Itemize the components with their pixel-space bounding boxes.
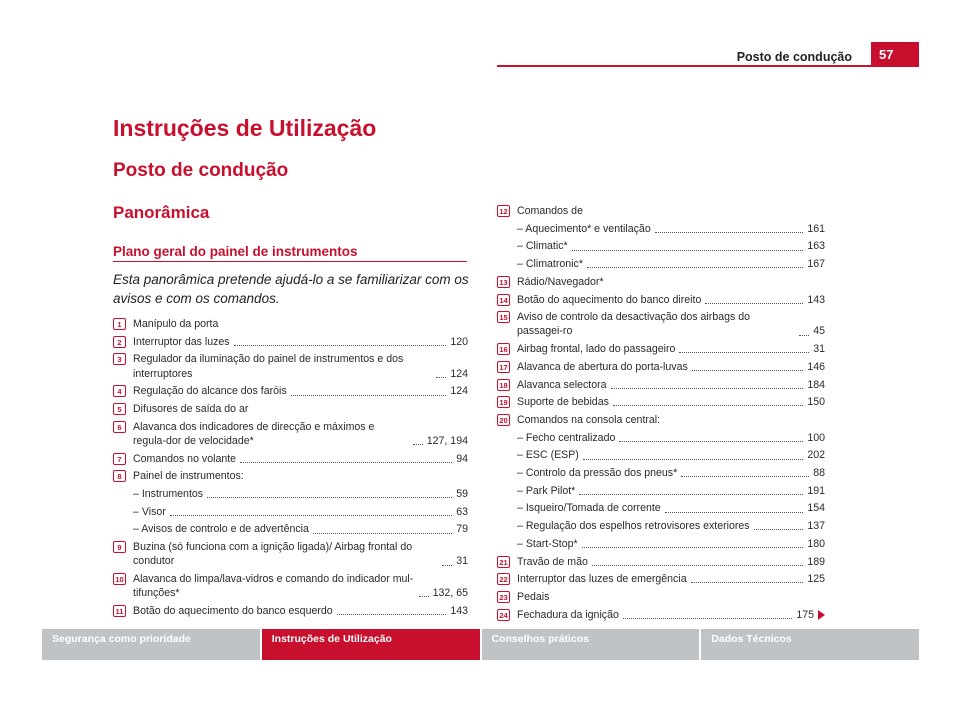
list-item — [113, 402, 468, 416]
item-row — [133, 522, 468, 536]
item-page: 59 — [456, 488, 468, 501]
item-label: – Avisos de controlo e de advertência — [133, 522, 309, 536]
item-label: – ESC (ESP) — [517, 448, 579, 462]
item-label: – Climatic* — [517, 239, 568, 253]
dot-leader — [582, 547, 804, 548]
item-row — [517, 590, 825, 604]
item-label: Alavanca de abertura do porta-luvas — [517, 360, 688, 373]
item-label: Botão do aquecimento do banco direito — [517, 293, 702, 306]
item-label: Comandos na consola central: — [517, 413, 661, 426]
list-item — [113, 384, 468, 398]
item-row — [517, 608, 825, 622]
list-item — [497, 608, 825, 622]
item-label: Fechadura da ignição — [517, 608, 619, 621]
running-header-title: Posto de condução — [736, 50, 852, 64]
dot-leader — [413, 444, 423, 445]
list-item — [113, 420, 468, 448]
dot-leader — [587, 267, 803, 268]
list-item — [113, 317, 468, 331]
item-page: 167 — [807, 258, 825, 271]
dot-leader — [240, 462, 452, 463]
item-number-badge: 8 — [113, 470, 126, 482]
dot-leader — [679, 352, 809, 353]
item-number-badge: 16 — [497, 343, 510, 355]
dot-leader — [572, 250, 804, 251]
item-page: 137 — [807, 520, 825, 533]
list-item — [113, 572, 468, 600]
dot-leader — [207, 497, 452, 498]
item-row — [133, 335, 468, 349]
dot-leader — [234, 345, 447, 346]
item-label: Travão de mão — [517, 555, 588, 568]
dot-leader — [442, 565, 452, 566]
footer-tab[interactable]: Instruções de Utilização — [262, 629, 482, 660]
item-row — [517, 204, 825, 218]
item-label: – Aquecimento* e ventilação — [517, 222, 651, 236]
sub-item-list — [517, 431, 825, 551]
item-label: Regulador da iluminação do painel de instrumentos e dos interruptores — [133, 353, 407, 380]
item-number-badge: 22 — [497, 573, 510, 585]
item-page: 191 — [807, 484, 825, 497]
item-page: 124 — [450, 385, 468, 398]
item-label: Interruptor das luzes — [133, 335, 230, 348]
item-row — [133, 604, 468, 618]
item-page: 180 — [807, 537, 825, 550]
item-row — [517, 501, 825, 515]
item-label: Comandos de — [517, 205, 583, 217]
item-row — [133, 384, 468, 398]
item-row — [517, 519, 825, 533]
dot-leader — [799, 335, 809, 336]
item-label: – Visor — [133, 505, 166, 519]
dot-leader — [665, 512, 804, 513]
page-number: 57 — [871, 42, 919, 67]
item-number-badge: 17 — [497, 361, 510, 373]
item-label: Painel de instrumentos: — [133, 470, 244, 483]
dot-leader — [655, 232, 804, 233]
item-row — [517, 555, 825, 569]
item-row — [517, 448, 825, 462]
dot-leader — [419, 596, 429, 597]
item-page: 100 — [807, 431, 825, 444]
item-label: – Climatronic* — [517, 257, 583, 271]
dot-leader — [170, 515, 452, 516]
item-page: 125 — [807, 573, 825, 586]
item-number-badge: 2 — [113, 336, 126, 348]
item-page: 31 — [813, 343, 825, 356]
list-item — [113, 452, 468, 466]
dot-leader — [691, 582, 804, 583]
left-item-list — [113, 317, 468, 622]
item-page: 154 — [807, 502, 825, 515]
sub-item-list — [517, 222, 825, 272]
item-label: Alavanca selectora — [517, 378, 607, 391]
item-page: 150 — [807, 396, 825, 409]
item-label: Buzina (só funciona com a ignição ligada)/ Airbag frontal do condutor — [133, 541, 416, 568]
item-label: Suporte de bebidas — [517, 396, 609, 409]
item-label: – Park Pilot* — [517, 484, 575, 498]
item-page: 175 — [796, 608, 825, 622]
list-item — [497, 413, 825, 551]
item-label: – Instrumentos — [133, 487, 203, 501]
topic-title: Plano geral do painel de instrumentos — [113, 244, 358, 259]
item-page: 127, 194 — [426, 434, 468, 447]
item-row — [517, 342, 825, 356]
dot-leader — [754, 529, 804, 530]
list-item — [113, 469, 468, 536]
item-label: Regulação do alcance dos faróis — [133, 385, 287, 398]
item-number-badge: 3 — [113, 353, 126, 365]
item-label: Rádio/Navegador* — [517, 275, 604, 288]
item-label: Difusores de saída do ar — [133, 403, 249, 416]
item-row — [517, 466, 825, 480]
item-label: Interruptor das luzes de emergência — [517, 573, 687, 586]
dot-leader — [337, 614, 447, 615]
item-row — [133, 540, 468, 568]
item-row — [517, 257, 825, 271]
item-row — [517, 360, 825, 374]
item-page: 163 — [807, 240, 825, 253]
item-page: 31 — [456, 555, 468, 568]
list-item — [113, 540, 468, 568]
item-row — [133, 505, 468, 519]
item-page: 63 — [456, 505, 468, 518]
dot-leader — [705, 303, 803, 304]
item-label: – Start-Stop* — [517, 537, 578, 551]
item-page: 79 — [456, 523, 468, 536]
item-number-badge: 5 — [113, 403, 126, 415]
item-label: Alavanca do limpa/lava-vidros e comando do indicador mul-tifunções* — [133, 573, 414, 600]
footer-tabs — [42, 629, 919, 660]
item-label: Comandos no volante — [133, 452, 237, 465]
item-number-badge: 9 — [113, 541, 126, 553]
item-number-badge: 23 — [497, 591, 510, 603]
section-title: Posto de condução — [113, 160, 289, 181]
header-rule — [497, 65, 871, 67]
list-item — [497, 572, 825, 586]
item-row — [517, 310, 825, 338]
item-page: 202 — [807, 449, 825, 462]
list-item — [497, 310, 825, 338]
item-label: – Controlo da pressão dos pneus* — [517, 466, 677, 480]
sub-item-list — [133, 487, 468, 537]
item-row — [517, 275, 825, 289]
item-number-badge: 14 — [497, 294, 510, 306]
item-page: 120 — [450, 335, 468, 348]
item-number-badge: 1 — [113, 318, 126, 330]
list-item — [113, 335, 468, 349]
item-page: 124 — [450, 367, 468, 380]
item-row — [517, 222, 825, 236]
dot-leader — [436, 377, 446, 378]
subsection-title: Panorâmica — [113, 203, 210, 222]
item-row — [133, 572, 468, 600]
footer-tab[interactable]: Conselhos práticos — [482, 629, 702, 660]
item-row — [517, 395, 825, 409]
item-page: 189 — [807, 555, 825, 568]
item-page: 161 — [807, 222, 825, 235]
footer-tab[interactable]: Dados Técnicos — [701, 629, 919, 660]
item-row — [517, 413, 825, 427]
continue-arrow-icon — [818, 610, 825, 620]
item-number-badge: 24 — [497, 609, 510, 621]
item-row — [517, 293, 825, 307]
dot-leader — [619, 441, 803, 442]
item-number-badge: 18 — [497, 379, 510, 391]
item-number-badge: 13 — [497, 276, 510, 288]
item-page: 184 — [807, 378, 825, 391]
list-item — [497, 360, 825, 374]
item-row — [133, 452, 468, 466]
item-row — [517, 484, 825, 498]
item-number-badge: 11 — [113, 605, 126, 617]
item-row — [517, 431, 825, 445]
item-row — [133, 420, 468, 448]
item-page: 88 — [813, 467, 825, 480]
item-number-badge: 15 — [497, 311, 510, 323]
dot-leader — [613, 405, 803, 406]
item-number-badge: 10 — [113, 573, 126, 585]
item-row — [517, 239, 825, 253]
list-item — [497, 378, 825, 392]
dot-leader — [579, 494, 803, 495]
footer-tab[interactable]: Segurança como prioridade — [42, 629, 262, 660]
item-label: Pedais — [517, 590, 550, 603]
list-item — [497, 204, 825, 271]
item-row — [517, 572, 825, 586]
item-number-badge: 21 — [497, 556, 510, 568]
list-item — [113, 604, 468, 618]
list-item — [497, 293, 825, 307]
item-row — [133, 402, 468, 416]
item-label: Manípulo da porta — [133, 318, 219, 330]
list-item — [497, 275, 825, 289]
dot-leader — [681, 476, 809, 477]
item-row — [133, 487, 468, 501]
item-row — [517, 378, 825, 392]
item-label: Aviso de controlo da desactivação dos airbags do passagei-ro — [517, 311, 753, 338]
item-page: 132, 65 — [432, 587, 468, 600]
item-page: 143 — [450, 604, 468, 617]
item-row — [133, 352, 468, 380]
list-item — [497, 590, 825, 604]
item-row — [133, 469, 468, 483]
item-page: 94 — [456, 452, 468, 465]
list-item — [497, 395, 825, 409]
item-number-badge: 19 — [497, 396, 510, 408]
item-page: 146 — [807, 360, 825, 373]
topic-rule — [113, 261, 467, 262]
dot-leader — [692, 370, 804, 371]
item-page: 143 — [807, 293, 825, 306]
item-label: – Isqueiro/Tomada de corrente — [517, 501, 661, 515]
item-number-badge: 7 — [113, 453, 126, 465]
dot-leader — [611, 388, 804, 389]
dot-leader — [291, 395, 447, 396]
dot-leader — [313, 533, 452, 534]
list-item — [497, 342, 825, 356]
dot-leader — [592, 565, 803, 566]
item-label: – Fecho centralizado — [517, 431, 615, 445]
item-label: Alavanca dos indicadores de direcção e máximos e regula-dor de velocidade* — [133, 420, 378, 447]
right-item-list — [497, 204, 825, 625]
intro-text: Esta panorâmica pretende ajudá-lo a se familiarizar com os avisos e com os comandos. — [113, 272, 469, 306]
chapter-title: Instruções de Utilização — [113, 115, 377, 141]
item-row — [133, 317, 468, 331]
item-number-badge: 12 — [497, 205, 510, 217]
item-number-badge: 20 — [497, 414, 510, 426]
item-number-badge: 4 — [113, 385, 126, 397]
item-label: Airbag frontal, lado do passageiro — [517, 343, 676, 356]
dot-leader — [623, 618, 792, 619]
list-item — [113, 352, 468, 380]
dot-leader — [583, 459, 803, 460]
list-item — [497, 555, 825, 569]
item-number-badge: 6 — [113, 421, 126, 433]
item-label: Botão do aquecimento do banco esquerdo — [133, 604, 333, 617]
item-page: 45 — [813, 325, 825, 338]
item-label: – Regulação dos espelhos retrovisores exteriores — [517, 519, 750, 533]
item-row — [517, 537, 825, 551]
